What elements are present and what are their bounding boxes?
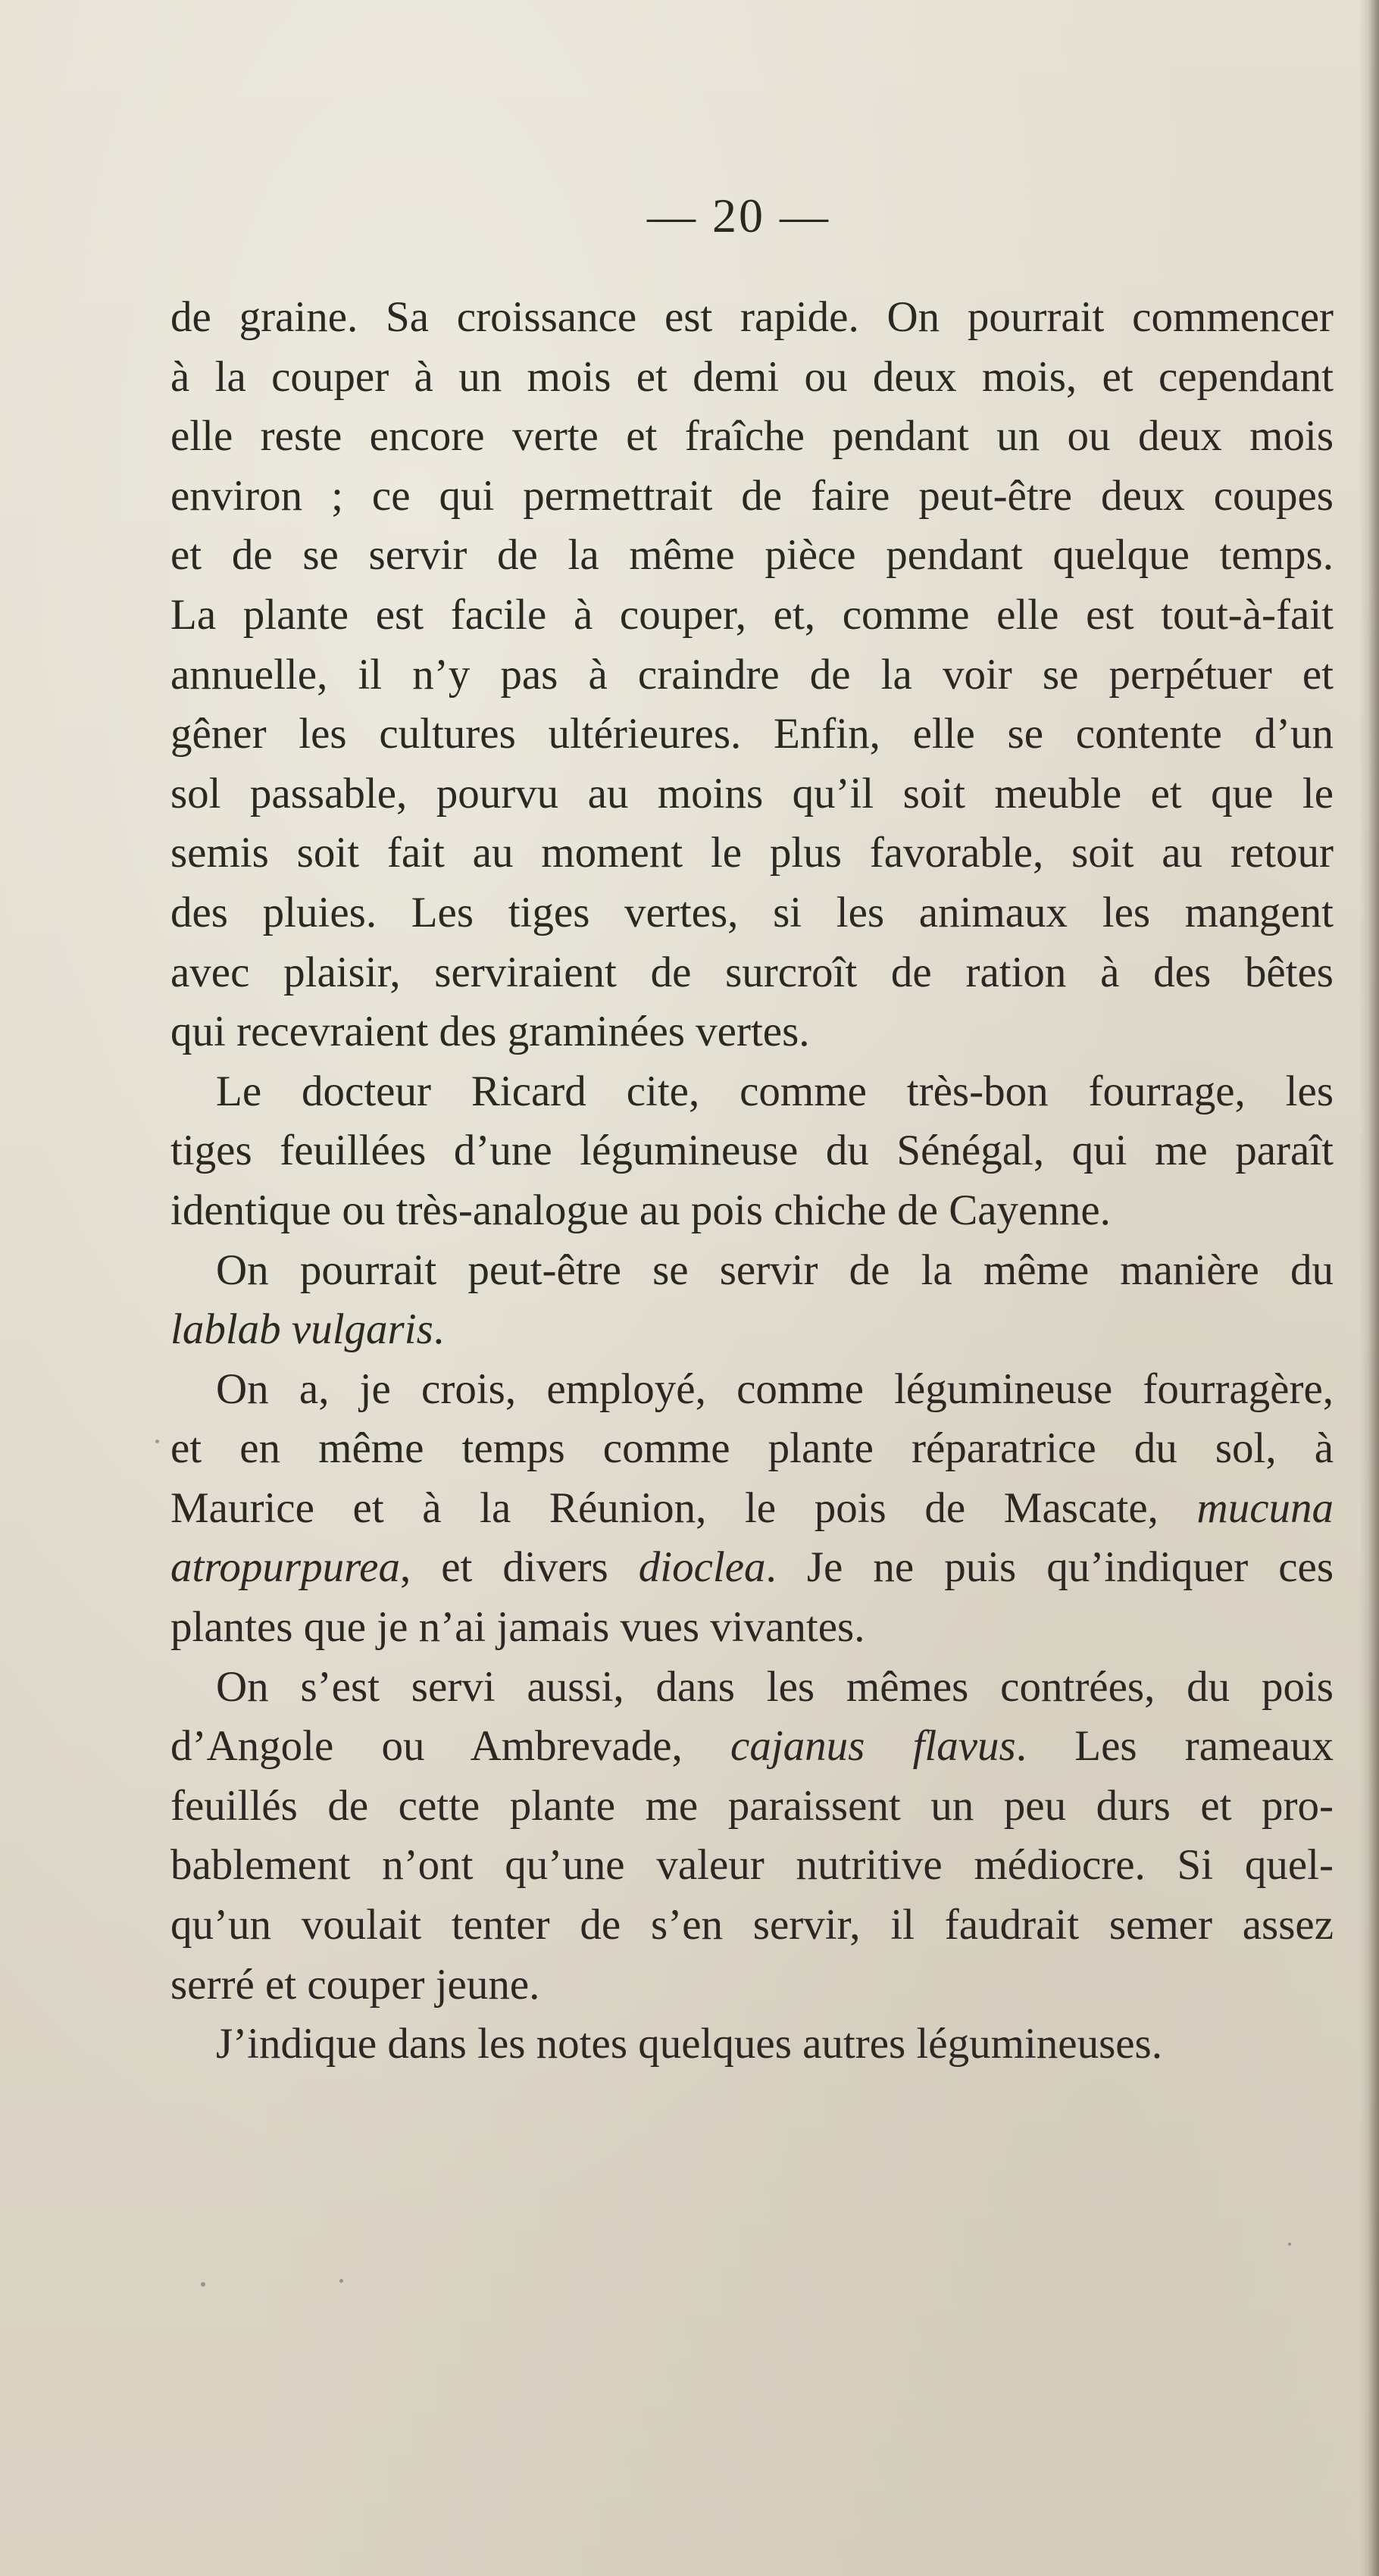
- latin-species-name: dioclea: [638, 1543, 766, 1592]
- text-line: J’indique dans les notes quelques autres légumineuses.: [216, 2020, 1162, 2068]
- text-line: On pourrait peut-être se servir de la même manière du: [216, 1246, 1334, 1294]
- text-line: et en même temps comme plante réparatrice du sol, à: [170, 1424, 1334, 1473]
- text-line: environ ; ce qui permettrait de faire peut-être deux coupes: [170, 471, 1334, 520]
- text-line: serré et couper jeune.: [170, 1960, 540, 2009]
- text-line: On s’est servi aussi, dans les mêmes contrées, du pois: [216, 1662, 1334, 1711]
- paper-speck: [339, 2279, 343, 2283]
- text-line: gêner les cultures ultérieures. Enfin, elle se contente d’un: [170, 710, 1334, 758]
- text-line: semis soit fait au moment le plus favorable, soit au retour: [170, 829, 1334, 877]
- text-line: atropurpurea, et divers dioclea. Je ne puis qu’indiquer ces: [170, 1543, 1334, 1592]
- text-line: Le docteur Ricard cite, comme très-bon fourrage, les: [216, 1067, 1334, 1115]
- latin-species-name: atropurpurea: [170, 1543, 400, 1592]
- text-line: La plante est facile à couper, et, comme elle est tout-à-fait: [170, 590, 1334, 639]
- paper-speck: [1288, 2243, 1291, 2246]
- text-line: On a, je crois, employé, comme légumineuse fourragère,: [216, 1365, 1334, 1413]
- text-line: Maurice et à la Réunion, le pois de Mascate, mucuna: [170, 1483, 1334, 1532]
- text-line: des pluies. Les tiges vertes, si les animaux les mangent: [170, 888, 1334, 936]
- text-line: bablement n’ont qu’une valeur nutritive médiocre. Si quel-: [170, 1841, 1334, 1890]
- text-line: qu’un voulait tenter de s’en servir, il faudrait semer assez: [170, 1901, 1334, 1949]
- text-line: annuelle, il n’y pas à craindre de la voir se perpétuer et: [170, 650, 1334, 699]
- text-line: identique ou très-analogue au pois chiche de Cayenne.: [170, 1186, 1111, 1234]
- text-line: tiges feuillées d’une légumineuse du Sénégal, qui me paraît: [170, 1127, 1334, 1175]
- latin-species-name: cajanus flavus: [730, 1722, 1016, 1771]
- text-line: feuillés de cette plante me paraissent un peu durs et pro-: [170, 1781, 1334, 1830]
- text-line: elle reste encore verte et fraîche pendant un ou deux mois: [170, 412, 1334, 461]
- page-edge-shadow: [1359, 0, 1379, 2576]
- text-line: lablab vulgaris.: [170, 1305, 445, 1354]
- text-line: plantes que je n’ai jamais vues vivantes.: [170, 1603, 865, 1652]
- text-line: d’Angole ou Ambrevade, cajanus flavus. Les rameaux: [170, 1722, 1334, 1771]
- body-text: [170, 288, 1334, 2074]
- page-number: — 20 —: [647, 189, 830, 242]
- latin-species-name: mucuna: [1196, 1483, 1334, 1532]
- text-line: avec plaisir, serviraient de surcroît de ration à des bêtes: [170, 948, 1334, 996]
- text-line: de graine. Sa croissance est rapide. On pourrait commencer: [170, 293, 1334, 341]
- paper-speck: [201, 2282, 205, 2287]
- text-line: à la couper à un mois et demi ou deux mois, et cependant: [170, 352, 1334, 401]
- latin-species-name: lablab vulgaris: [170, 1305, 433, 1354]
- text-line: qui recevraient des graminées vertes.: [170, 1008, 810, 1056]
- text-line: et de se servir de la même pièce pendant quelque temps.: [170, 531, 1334, 580]
- text-line: sol passable, pourvu au moins qu’il soit meuble et que le: [170, 769, 1334, 818]
- paper-speck: [155, 1440, 159, 1443]
